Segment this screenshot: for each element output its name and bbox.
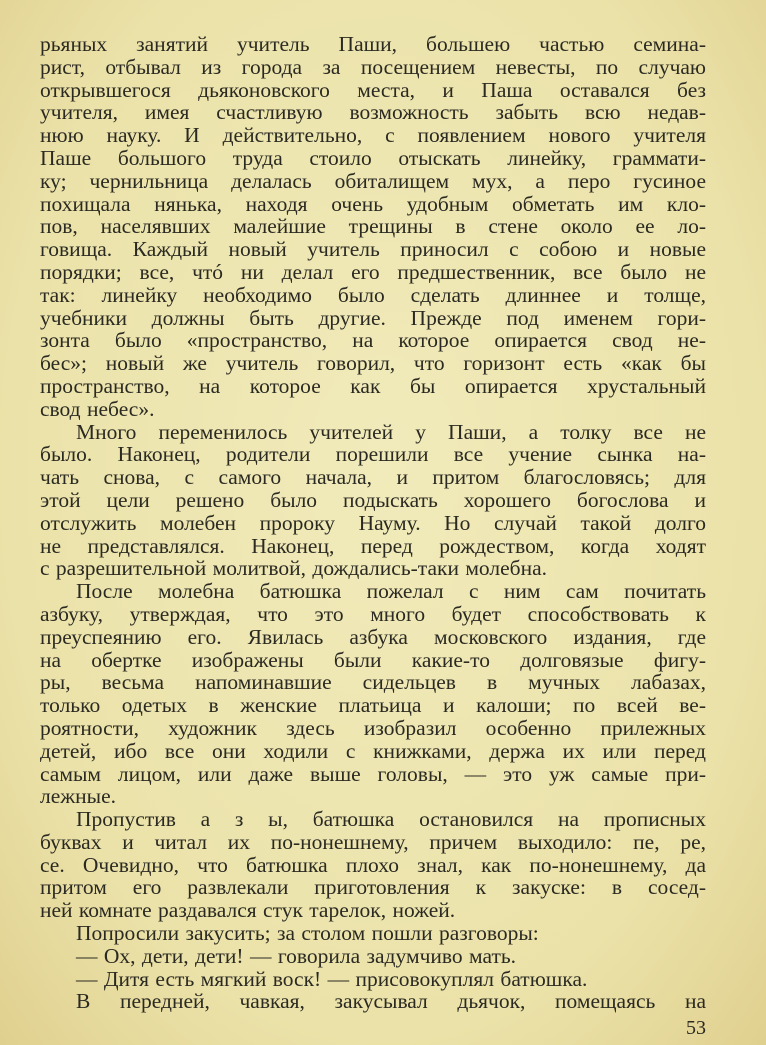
text-line: отслужить молебен пророку Науму. Но случай такой долго [40,510,706,535]
text-line: учителя, имея счастливую возможность забыть всю недав- [40,100,706,125]
page-number: 53 [686,1017,706,1039]
text-line: похищала нянька, находя очень удобным обметать им кло- [40,191,706,216]
text-line: роятности, художник здесь изобразил особенно прилежных [40,715,706,740]
text-line: на обертке изображены были какие-то долговязые фигу- [40,647,706,672]
text-line: преуспеянию его. Явилась азбука московского издания, где [40,624,706,649]
text-line: было. Наконец, родители порешили все учение сынка на- [40,442,706,467]
text-line: учебники должны быть другие. Прежде под именем гори- [40,305,706,330]
paragraph [40,968,706,991]
text-line: не представлялся. Наконец, перед рождеством, когда ходят [40,533,706,558]
text-line: бес»; новый же учитель говорил, что горизонт есть «как бы [40,351,706,376]
text-line: открывшегося дьяконовского места, и Паша оставался без [40,77,706,102]
text-line: — Дитя есть мягкий воск! — присовокуплял батюшка. [76,966,588,991]
text-line: Попросили закусить; за столом пошли разговоры: [76,921,539,946]
paragraph [40,421,706,581]
text-line: Паше большого труда стоило отыскать линейку, граммати- [40,145,706,170]
text-line: чать снова, с самого начала, и притом благословясь; для [40,465,706,490]
text-line: детей, ибо все они ходили с книжками, держа их или перед [40,738,706,763]
text-line: с разрешительной молитвой, дождались-таки молебна. [40,556,548,581]
text-line: самым лицом, или даже выше головы, — это уж самые при- [40,761,706,786]
text-line: притом его развлекали приготовления к закуске: в сосед- [40,875,706,900]
text-line: нюю науку. И действительно, с появлением нового учителя [40,123,706,148]
text-line: Пропустив а з ы, батюшка остановился на прописных [76,807,706,832]
text-line: рист, отбывал из города за посещением невесты, по случаю [40,54,706,79]
paragraph [40,922,706,945]
text-line: В передней, чавкая, закусывал дьячок, помещаясь на [76,989,706,1014]
text-line: буквах и читал их по-нонешнему, причем выходило: пе, ре, [40,829,706,854]
text-line: ры, весьма напоминавшие сидельцев в мучных лабазах, [40,670,706,695]
paragraph [40,808,706,922]
paragraph [40,33,706,421]
page-body-text [40,33,706,1013]
text-line: азбуку, утверждая, что это много будет способствовать к [40,601,706,626]
text-line: этой цели решено было подыскать хорошего богослова и [40,487,706,512]
text-line: только одетых в женские платьица и калоши; по всей ве- [40,693,706,718]
text-line: пов, населявших малейшие трещины в стене около ее ло- [40,214,706,239]
text-line: Много переменилось учителей у Паши, а толку все не [76,419,706,444]
text-line: пространство, на которое как бы опирается хрустальный [40,373,706,398]
text-line: ку; чернильница делалась обиталищем мух, а перо гусиное [40,168,706,193]
text-line: свод небес». [40,396,155,421]
paragraph [40,580,706,808]
text-line: рьяных занятий учитель Паши, большею частью семина- [40,32,706,56]
text-line: лежные. [40,784,116,809]
text-line: После молебна батюшка пожелал с ним сам почитать [76,579,706,604]
paragraph [40,990,706,1013]
text-line: зонта было «пространство, на которое опирается свод не- [40,328,706,353]
text-line: се. Очевидно, что батюшка плохо знал, как по-нонешнему, да [40,852,706,877]
text-line: так: линейку необходимо было сделать длиннее и толще, [40,282,706,307]
text-line: — Ох, дети, дети! — говорила задумчиво мать. [76,943,517,968]
text-line: ней комнате раздавался стук тарелок, ножей. [40,898,456,923]
text-line: порядки; все, чтó ни делал его предшественник, все было не [40,259,706,284]
text-line: говища. Каждый новый учитель приносил с собою и новые [40,237,706,262]
paragraph [40,945,706,968]
